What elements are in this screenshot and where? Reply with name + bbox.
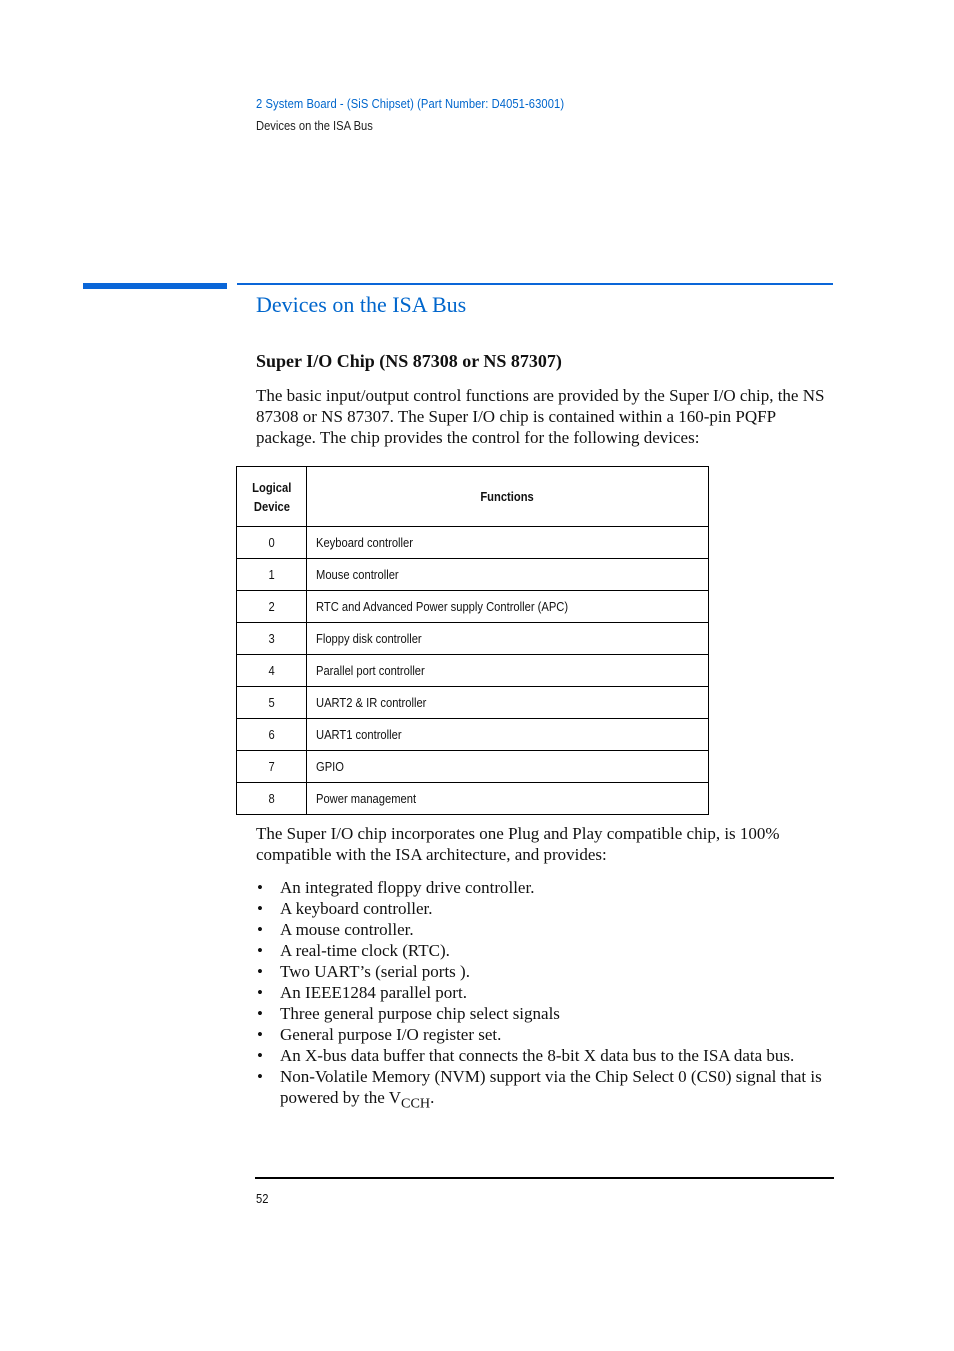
device-function-cell bbox=[307, 623, 709, 655]
list-item: • An integrated floppy drive controller. bbox=[256, 877, 836, 898]
device-function: Keyboard controller bbox=[316, 535, 413, 550]
device-number-cell bbox=[237, 527, 307, 559]
device-function: GPIO bbox=[316, 759, 344, 774]
table-row bbox=[237, 719, 709, 751]
running-header-section: Devices on the ISA Bus bbox=[256, 118, 373, 133]
device-function: UART1 controller bbox=[316, 727, 402, 742]
device-number: 0 bbox=[268, 535, 275, 550]
device-function-cell bbox=[307, 527, 709, 559]
table-row bbox=[237, 591, 709, 623]
section-bar-thin bbox=[237, 283, 833, 285]
device-number: 5 bbox=[268, 695, 275, 710]
device-function: UART2 & IR controller bbox=[316, 695, 427, 710]
table-body bbox=[237, 527, 709, 815]
device-number-cell bbox=[237, 655, 307, 687]
header-functions-label: Functions bbox=[480, 489, 535, 504]
header-logical-label: Logical bbox=[251, 479, 292, 495]
list-item: • A mouse controller. bbox=[256, 919, 836, 940]
header-functions bbox=[307, 467, 709, 527]
list-item: • Two UART’s (serial ports ). bbox=[256, 961, 836, 982]
device-function-cell bbox=[307, 751, 709, 783]
device-number-cell bbox=[237, 591, 307, 623]
device-function: Parallel port controller bbox=[316, 663, 425, 678]
footer-rule bbox=[255, 1177, 834, 1179]
device-number-cell bbox=[237, 687, 307, 719]
section-bar-thick bbox=[83, 283, 227, 289]
list-item: • General purpose I/O register set. bbox=[256, 1024, 836, 1045]
intro-paragraph: The basic input/output control functions are provided by the Super I/O chip, the NS 87308 or NS 87307. The Super I/O chip is contained within a 160-pin PQFP package. The chip provides the control for the following devices: bbox=[256, 386, 825, 447]
device-number: 3 bbox=[268, 631, 275, 646]
logical-device-table bbox=[236, 466, 709, 815]
device-function-cell bbox=[307, 783, 709, 815]
header-logical-device bbox=[237, 467, 307, 527]
device-function: Mouse controller bbox=[316, 567, 399, 582]
device-function: Floppy disk controller bbox=[316, 631, 422, 646]
list-item bbox=[256, 1066, 836, 1114]
device-function-cell bbox=[307, 559, 709, 591]
device-number-cell bbox=[237, 783, 307, 815]
section-title: Devices on the ISA Bus bbox=[256, 292, 467, 317]
page-number: 52 bbox=[256, 1191, 269, 1206]
table-header-row bbox=[237, 467, 709, 527]
device-function-cell bbox=[307, 591, 709, 623]
table-row bbox=[237, 623, 709, 655]
device-number: 4 bbox=[268, 663, 275, 678]
table-row bbox=[237, 751, 709, 783]
list-item: • Three general purpose chip select signals bbox=[256, 1003, 836, 1024]
list-item: • An IEEE1284 parallel port. bbox=[256, 982, 836, 1003]
nvm-feature-text: Non-Volatile Memory (NVM) support via the Chip Select 0 (CS0) signal that is powered by the V bbox=[280, 1067, 822, 1107]
device-number: 8 bbox=[268, 791, 275, 806]
table-row bbox=[237, 527, 709, 559]
device-number-cell bbox=[237, 751, 307, 783]
list-item: • An X-bus data buffer that connects the 8-bit X data bus to the ISA data bus. bbox=[256, 1045, 836, 1066]
running-header-chapter: 2 System Board - (SiS Chipset) (Part Number: D4051-63001) bbox=[256, 96, 565, 111]
device-number: 6 bbox=[268, 727, 275, 742]
subsection-title: Super I/O Chip (NS 87308 or NS 87307) bbox=[256, 351, 562, 371]
vcch-subscript: CCH bbox=[401, 1095, 431, 1112]
device-function: Power management bbox=[316, 791, 417, 806]
feature-list bbox=[256, 877, 836, 1114]
device-number-cell bbox=[237, 623, 307, 655]
device-number: 7 bbox=[268, 759, 275, 774]
device-function-cell bbox=[307, 687, 709, 719]
device-number: 2 bbox=[268, 599, 275, 614]
device-function-cell bbox=[307, 655, 709, 687]
device-number: 1 bbox=[268, 567, 275, 582]
table-row bbox=[237, 655, 709, 687]
second-paragraph: The Super I/O chip incorporates one Plug and Play compatible chip, is 100% compatible with the ISA architecture, and provides: bbox=[256, 824, 780, 864]
table-row bbox=[237, 559, 709, 591]
device-function-cell bbox=[307, 719, 709, 751]
list-item: • A keyboard controller. bbox=[256, 898, 836, 919]
device-function: RTC and Advanced Power supply Controller (APC) bbox=[316, 599, 569, 614]
device-number-cell bbox=[237, 559, 307, 591]
table-row bbox=[237, 783, 709, 815]
list-item: • A real-time clock (RTC). bbox=[256, 940, 836, 961]
table-row bbox=[237, 687, 709, 719]
device-number-cell bbox=[237, 719, 307, 751]
header-device-label: Device bbox=[253, 498, 290, 514]
nvm-feature-suffix: . bbox=[430, 1088, 435, 1107]
